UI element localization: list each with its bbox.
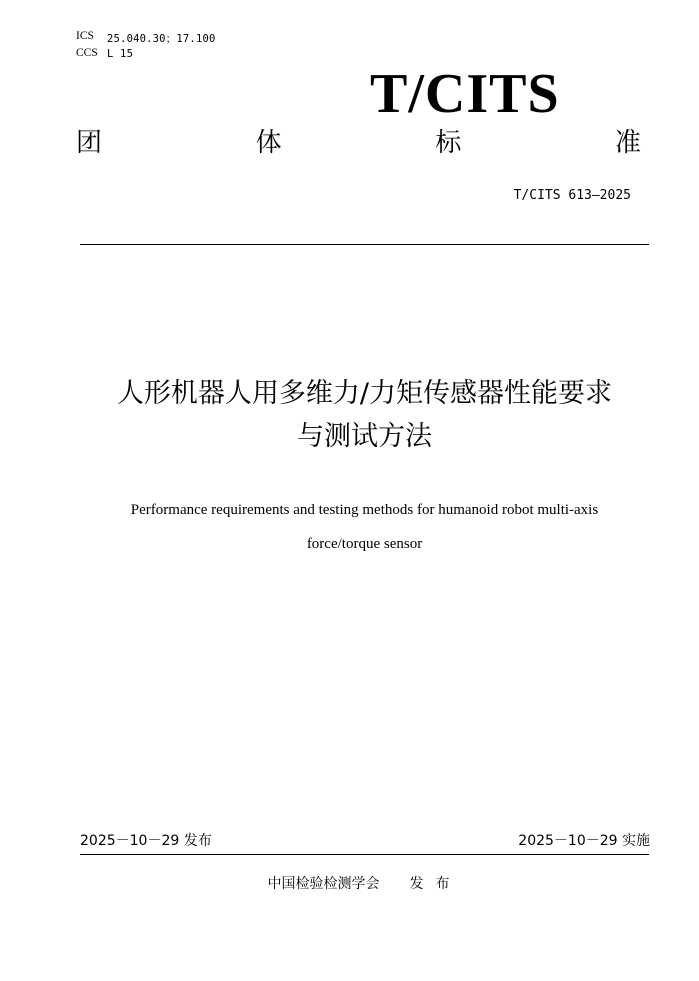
ics-value: 25.040.30；17.100 (107, 33, 216, 45)
ccs-label: CCS (76, 47, 98, 59)
ics-label: ICS (76, 30, 94, 42)
issuer-action: 发布 (409, 876, 462, 892)
doc-type-char: 体 (255, 128, 282, 158)
title-en-line-1: Performance requirements and testing methods for humanoid robot multi-axis (130, 502, 599, 518)
issuer-name: 中国检验检测学会 (267, 876, 380, 892)
issuer-line (0, 877, 699, 891)
title-cn-line-2: 与测试方法 (297, 421, 432, 452)
standard-number: T/CITS 613—2025 (513, 188, 631, 203)
header-divider (80, 244, 649, 245)
title-cn-line-1: 人形机器人用多维力/力矩传感器性能要求 (116, 378, 613, 409)
ccs-value: L 15 (107, 48, 134, 60)
implement-date: 2025－10－29 实施 (518, 833, 650, 849)
doc-type-char: 准 (614, 128, 641, 158)
issue-date: 2025－10－29 发布 (80, 833, 212, 849)
title-en-line-2: force/torque sensor (306, 536, 423, 552)
doc-type-char: 标 (435, 128, 462, 158)
doc-type-char: 团 (76, 128, 103, 158)
footer-divider (80, 854, 649, 855)
doc-type-heading (76, 130, 641, 156)
brand-logo-text: T/CITS (370, 63, 560, 125)
